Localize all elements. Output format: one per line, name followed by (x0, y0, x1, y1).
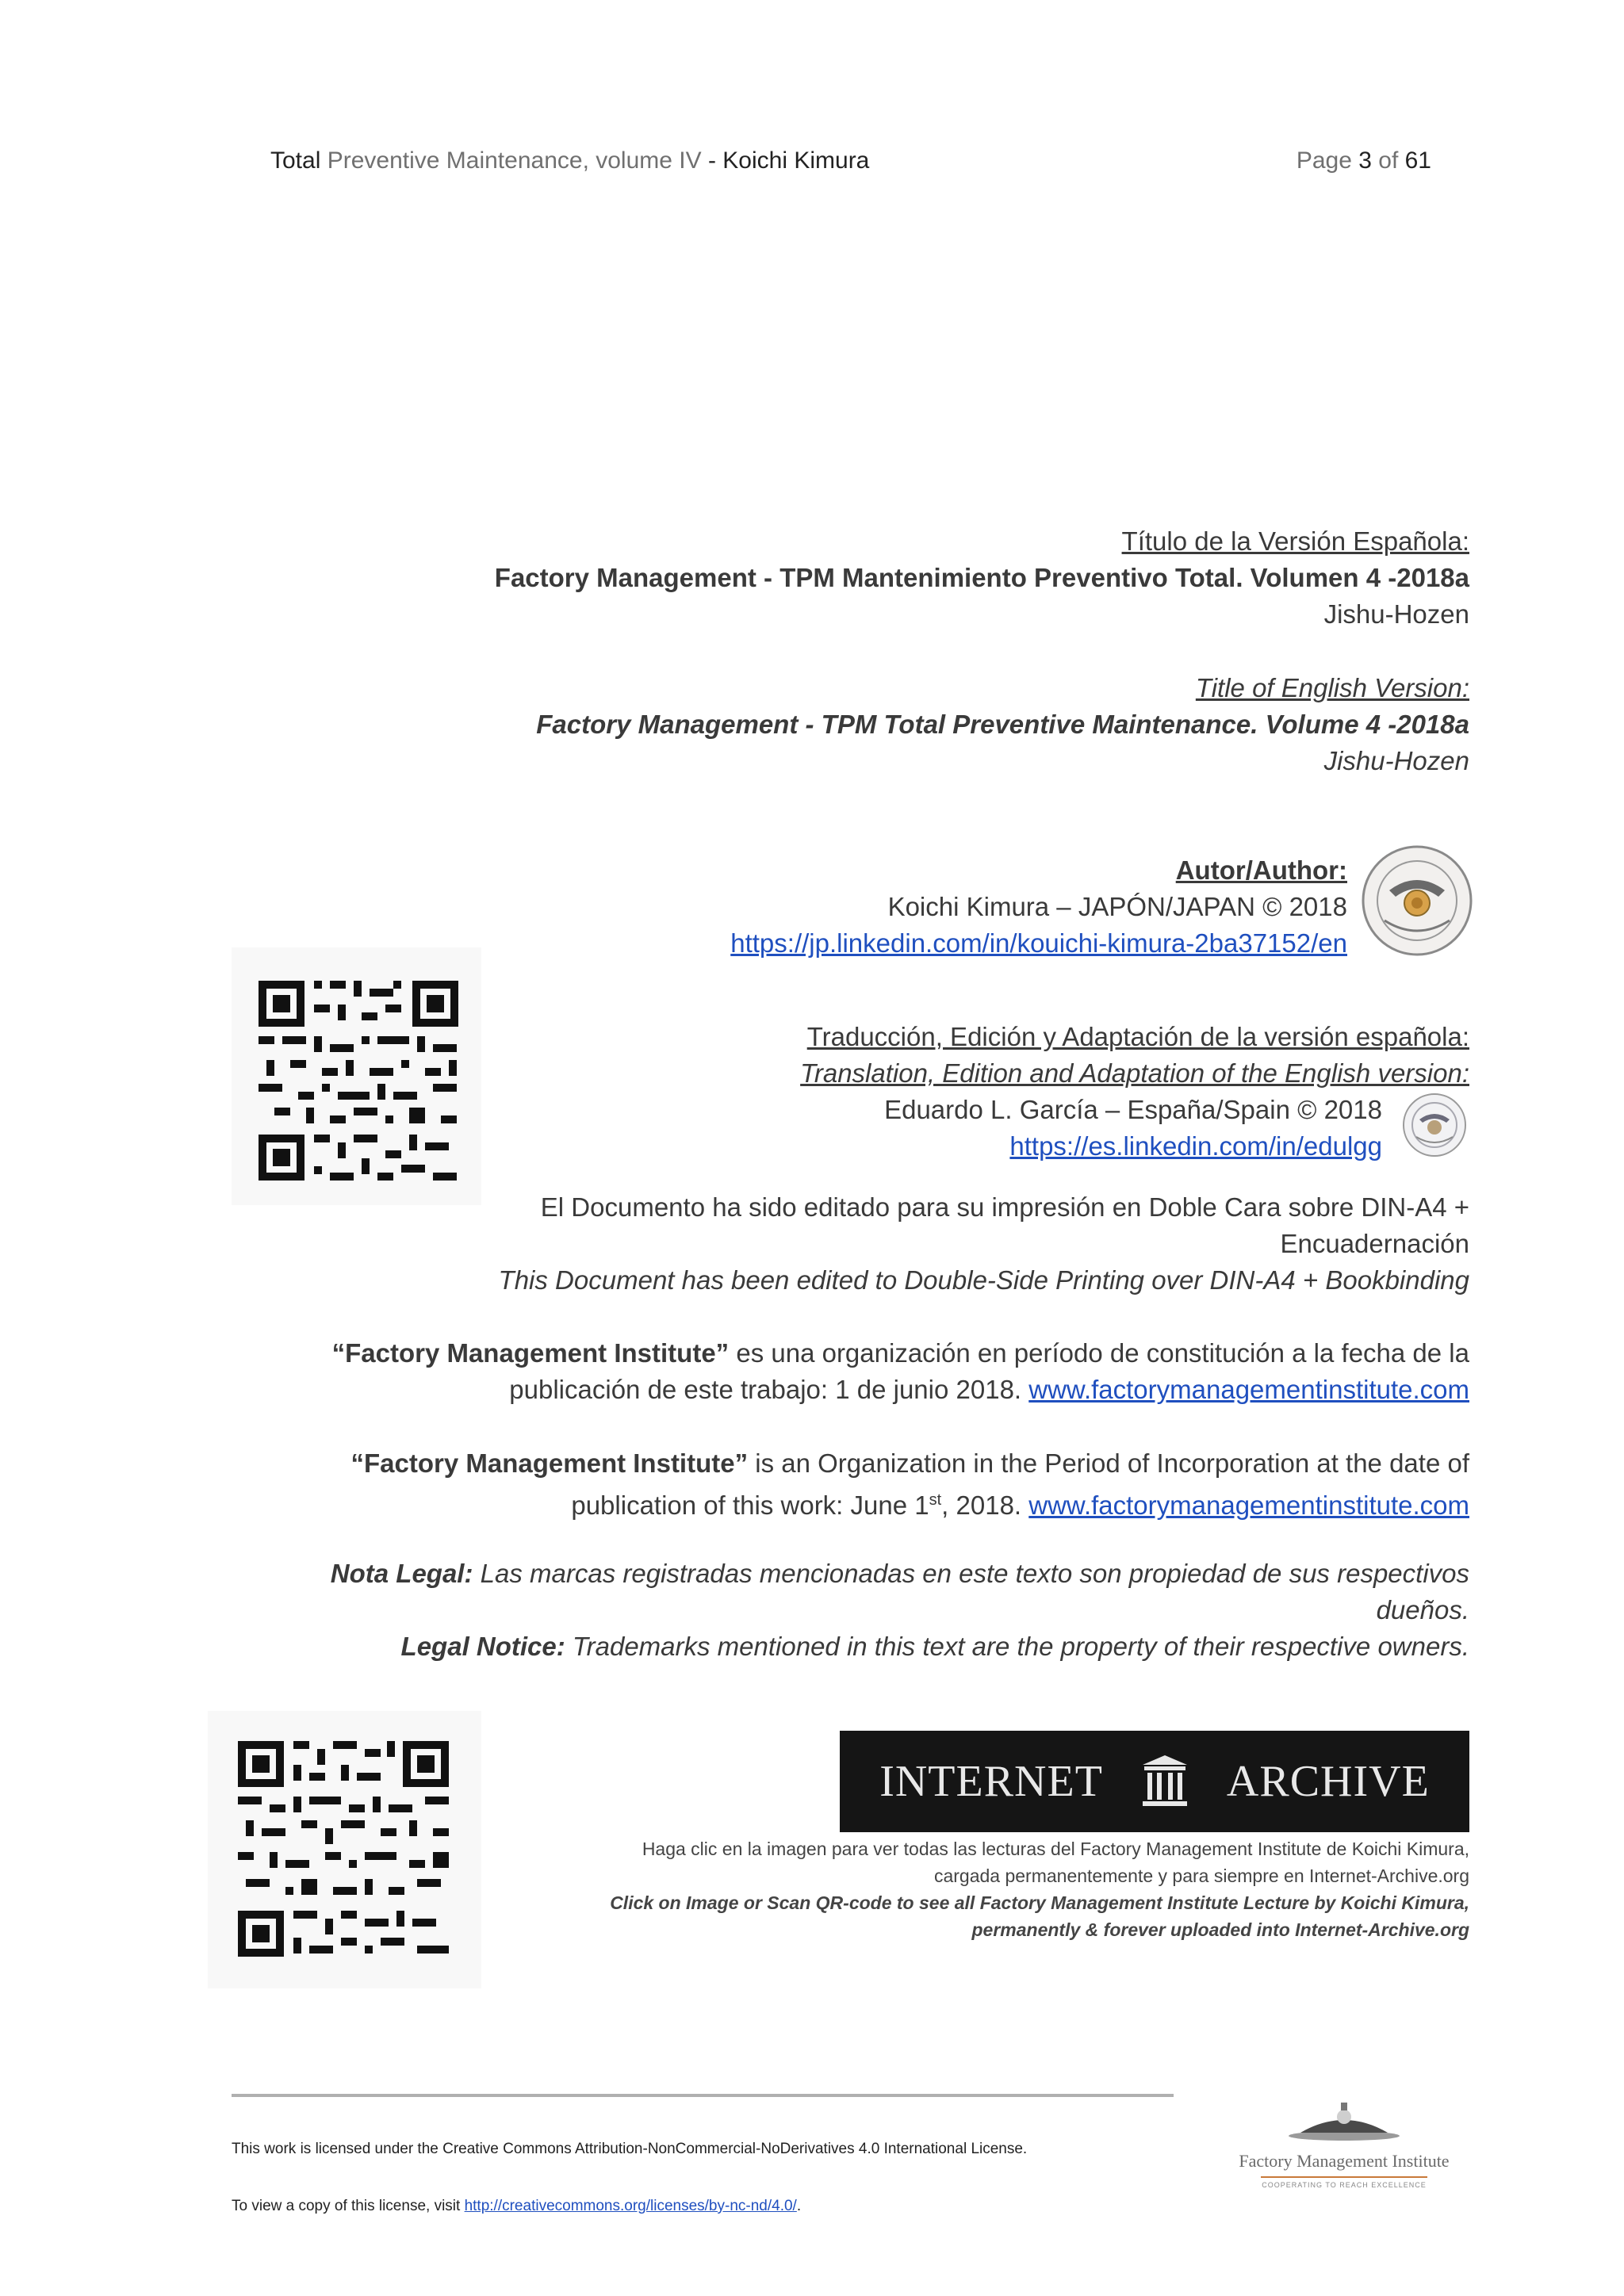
institute-en-text-2a: publication of this work: June 1 (571, 1490, 929, 1520)
legal-label-en: Legal Notice: (400, 1632, 565, 1661)
institute-en-line-2 (571, 1482, 1469, 1524)
logo-underline (1261, 2176, 1427, 2178)
legal-notice-es-line-1 (331, 1556, 1469, 1592)
license-view-prefix: To view a copy of this license, visit (232, 2198, 465, 2214)
banner-word-internet: INTERNET (879, 1757, 1103, 1806)
ordinal-suffix: st (929, 1491, 942, 1509)
header-book-title: Preventive Maintenance, volume IV (320, 147, 702, 174)
archive-caption-en-2: permanently & forever uploaded into Internet-Archive.org (971, 1919, 1469, 1940)
translation-heading-es: Traducción, Edición y Adaptación de la versión española: (806, 1022, 1469, 1051)
institute-en-line-1 (351, 1445, 1469, 1482)
institute-name: “Factory Management Institute” (350, 1448, 749, 1478)
author-name: Koichi Kimura – JAPÓN/JAPAN © 2018 (887, 892, 1347, 921)
spanish-subtitle: Jishu-Hozen (1323, 599, 1469, 629)
header-word-total: Total (270, 147, 321, 174)
page-current: 3 (1358, 147, 1372, 174)
english-title-heading: Title of English Version: (1195, 673, 1469, 702)
archive-caption-en-1: Click on Image or Scan QR-code to see all Factory Management Institute Lecture by Koichi Kimura, (610, 1892, 1469, 1913)
institute-name: “Factory Management Institute” (331, 1338, 730, 1368)
translator-seal-emblem (1402, 1093, 1467, 1158)
institute-es-text-1: es una organización en período de constitución a la fecha de la (729, 1338, 1469, 1368)
english-title: Factory Management - TPM Total Preventive Maintenance. Volume 4 -2018a (536, 710, 1469, 739)
english-subtitle: Jishu-Hozen (1323, 746, 1469, 775)
license-view-line (232, 2198, 801, 2215)
author-heading: Autor/Author: (1175, 855, 1347, 885)
logo-tagline: COOPERATING TO REACH EXCELLENCE (1262, 2181, 1427, 2189)
institute-es-line-1 (332, 1335, 1469, 1372)
internet-archive-banner[interactable] (840, 1731, 1469, 1832)
page-number (1297, 147, 1431, 174)
page-word: Page (1296, 147, 1359, 174)
banner-word-archive: ARCHIVE (1226, 1757, 1430, 1806)
author-linkedin-link[interactable]: https://jp.linkedin.com/in/kouichi-kimura-2ba37152/en (730, 928, 1347, 958)
logo-name: Factory Management Institute (1239, 2151, 1450, 2171)
institute-logo (1217, 2099, 1471, 2202)
header-author: Koichi Kimura (722, 147, 870, 174)
printing-notice-es-2: Encuadernación (1280, 1229, 1469, 1258)
institute-es-line-2 (509, 1372, 1469, 1408)
archive-caption-es-1: Haga clic en la imagen para ver todas las lecturas del Factory Management Institute de Koichi Kimura, (642, 1839, 1469, 1859)
page-total: 61 (1404, 147, 1431, 174)
institute-website-link[interactable]: www.factorymanagementinstitute.com (1028, 1375, 1469, 1404)
footer-divider (232, 2094, 1174, 2097)
institute-website-link[interactable]: www.factorymanagementinstitute.com (1028, 1490, 1469, 1520)
legal-notice-es-line-2: dueños. (1376, 1595, 1469, 1624)
license-link[interactable]: http://creativecommons.org/licenses/by-nc-nd/4.0/ (464, 2198, 797, 2214)
printing-notice-es-1: El Documento ha sido editado para su impresión en Doble Cara sobre DIN-A4 + (540, 1192, 1469, 1222)
legal-notice-en (401, 1628, 1469, 1665)
archive-caption-es-2: cargada permanentemente y para siempre en Internet-Archive.org (933, 1866, 1469, 1886)
printing-notice-en: This Document has been edited to Double-Side Printing over DIN-A4 + Bookbinding (498, 1265, 1469, 1295)
legal-label-es: Nota Legal: (330, 1559, 473, 1588)
qr-code-internet-archive[interactable] (208, 1711, 481, 1988)
license-statement: This work is licensed under the Creative Commons Attribution-NonCommercial-NoDerivatives 4.0 International License. (232, 2141, 1028, 2157)
institute-en-text-1: is an Organization in the Period of Incorporation at the date of (748, 1448, 1469, 1478)
institute-en-text-2b: , 2018. (941, 1490, 1029, 1520)
institute-es-text-2: publicación de este trabajo: 1 de junio 2018. (509, 1375, 1029, 1404)
license-view-suffix: . (796, 2198, 802, 2214)
translator-linkedin-link[interactable]: https://es.linkedin.com/in/edulgg (1009, 1131, 1382, 1161)
page-of: of (1371, 147, 1405, 174)
running-header-title (270, 147, 869, 174)
spanish-title-heading: Título de la Versión Española: (1121, 526, 1469, 556)
header-separator: - (701, 147, 723, 174)
qr-code-linkedin[interactable] (232, 947, 481, 1205)
spanish-title: Factory Management - TPM Mantenimiento Preventivo Total. Volumen 4 -2018a (494, 563, 1469, 592)
legal-text-en: Trademarks mentioned in this text are the property of their respective owners. (565, 1632, 1469, 1661)
author-seal-emblem (1361, 844, 1473, 957)
translation-heading-en: Translation, Edition and Adaptation of the English version: (800, 1058, 1469, 1088)
institute-logo-emblem-icon (1217, 2099, 1471, 2147)
translator-name: Eduardo L. García – España/Spain © 2018 (884, 1095, 1382, 1124)
legal-text-es: Las marcas registradas mencionadas en este texto son propiedad de sus respectivos (473, 1559, 1469, 1588)
archive-temple-icon (1141, 1754, 1189, 1809)
